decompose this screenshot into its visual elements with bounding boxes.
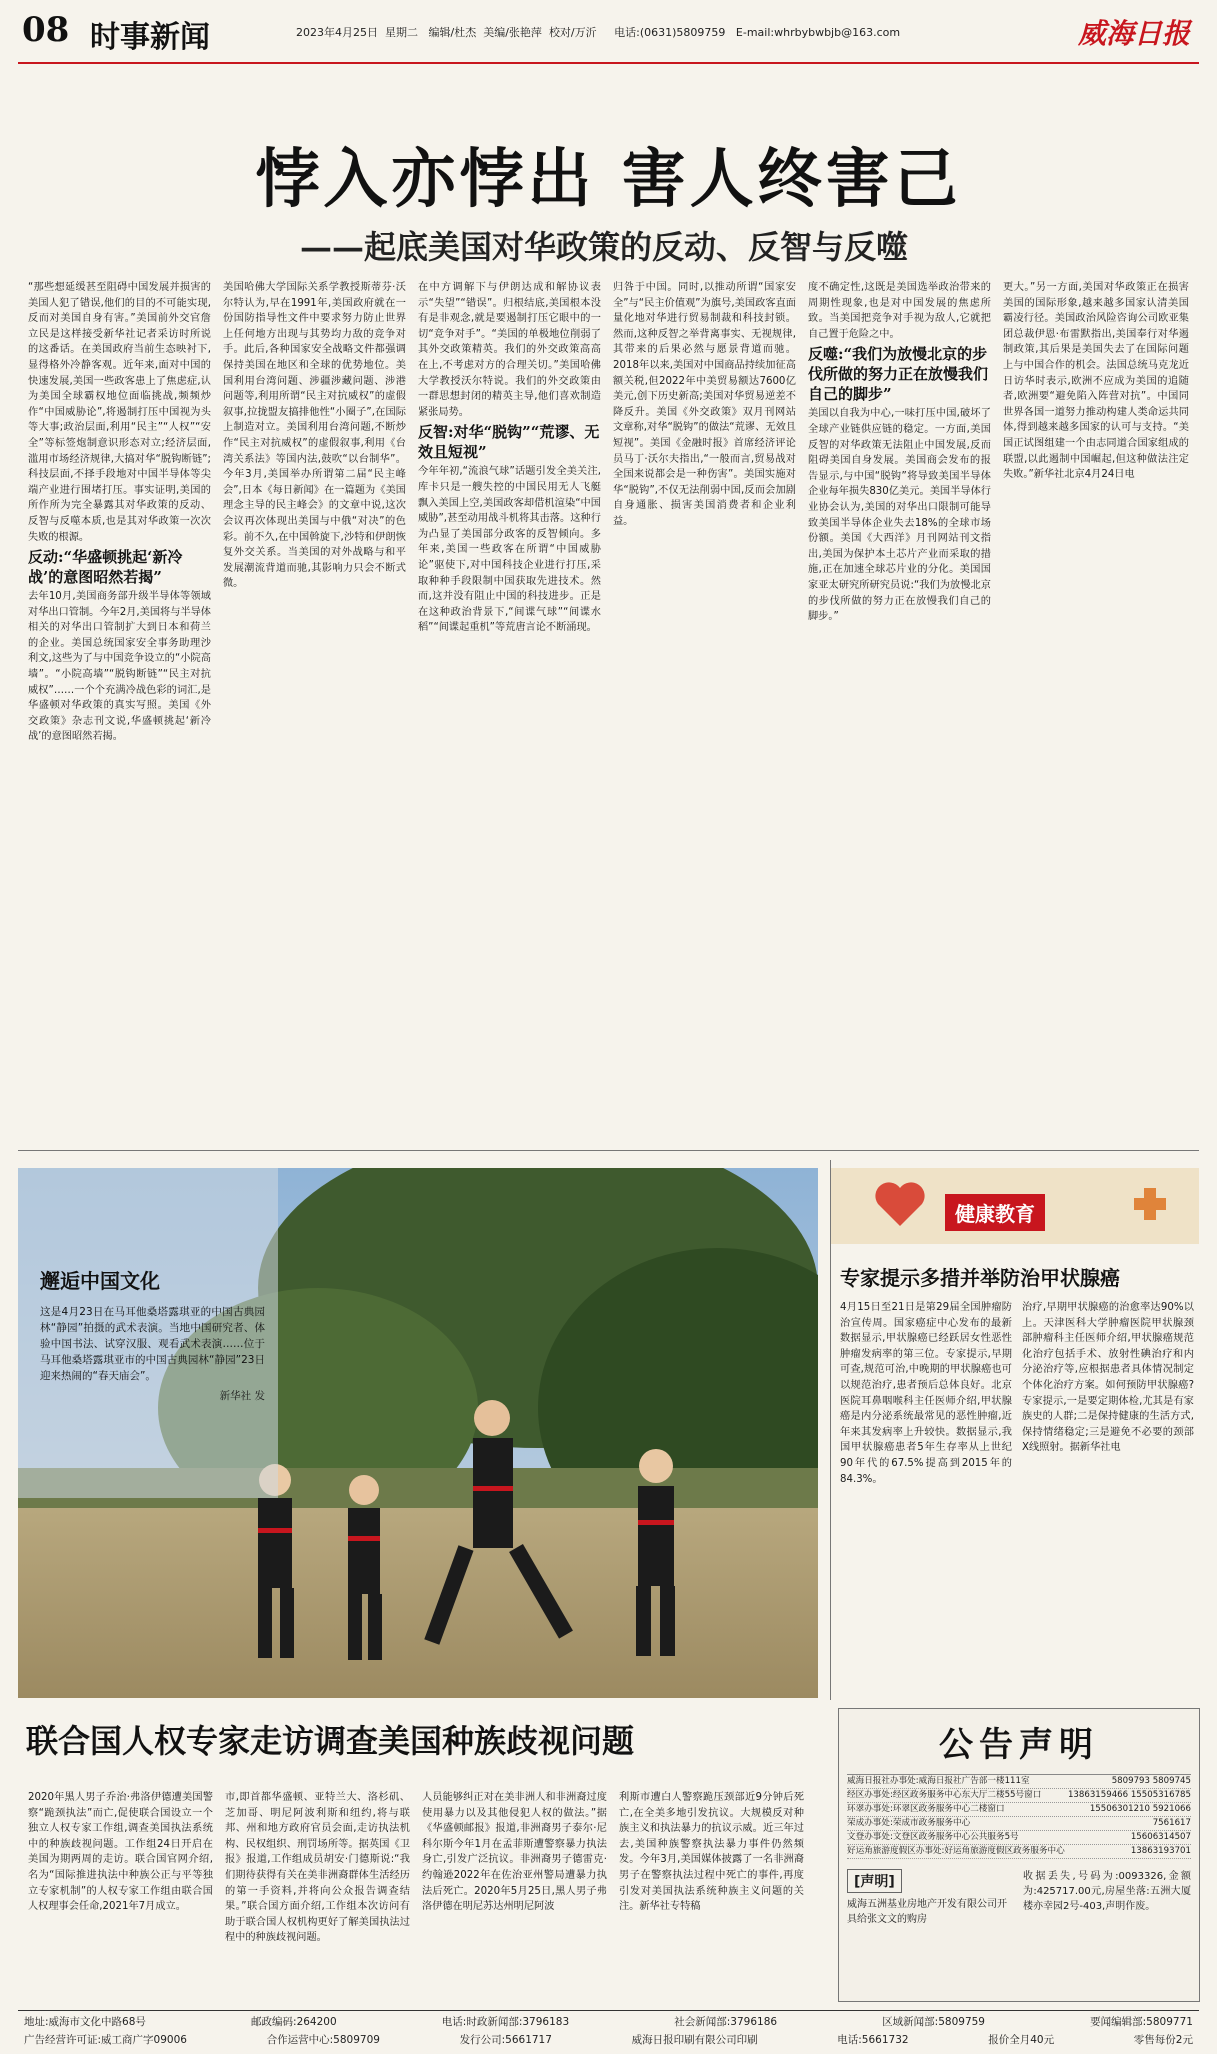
notice-row-label: 威海日报社办事处:威海日报社广告部一楼111室	[847, 1776, 1030, 1786]
notice-row-phone: 15606314507	[1130, 1832, 1191, 1842]
notice-row-phone: 7561617	[1152, 1818, 1191, 1828]
kungfu-photo	[18, 1168, 818, 1698]
un-col1-text: 2020年黑人男子乔治·弗洛伊德遭美国警察“跪颈执法”而亡,促使联合国设立一个独立人权专家工作组,调查美国执法系统中的种族歧视问题。工作组24日开启在美国为期两周的走访。联合国官网介绍,名为“国际推进执法中种族公正与平等独立专家机制”的人权专家工作组由联合国人权理事会任命,2021年7月成立。	[28, 1792, 213, 1913]
footer-phone-society: 社会新闻部:3796186	[674, 2016, 778, 2028]
notice-row-phone: 5809793 5809745	[1111, 1776, 1191, 1786]
notice-row-phone: 13863193701	[1130, 1846, 1191, 1856]
lead-col6-text: 更大。”另一方面,美国对华政策正在损害美国的国际形象,越来越多国家认清美国霸凌行径。美国政治风险咨询公司欧亚集团总裁伊恩·布雷默指出,美国奉行对华遏制政策,其后果是美国失去了在国际问题上与中国合作的机会。法国总统马克龙近日访华时表示,欧洲不应成为美国的追随者,欧洲要“避免陷入阵营对抗”。中国同世界各国一道努力推动构建人类命运共同体,得到越来越多国家的认可与支持。“美国正试图组建一个由志同道合国家组成的联盟,以此遏制中国崛起,但这种做法注定失败。”新华社北京4月24日电	[1003, 282, 1189, 481]
date: 2023年4月25日	[296, 26, 378, 39]
statement-left-text: 威海五洲基业房地产开发有限公司开具给张文文的购房	[847, 1899, 1007, 1925]
health-section-label: 健康教育	[945, 1194, 1045, 1231]
lead-col1-text: “那些想延缓甚至阻碍中国发展并损害的美国人犯了错误,他们的目的不可能实现,反而对美国自身有害。”美国前外交官詹立民是这样接受新华社记者采访时所说的这番话。在美国政府当前生态映衬下,显得格外冷静客观。近年来,面对中国的快速发展,美国一些政客患上了焦虑症,认为美国全球霸权地位面临挑战,频频炒作“中国威胁论”,将遏制打压中国视为头等大事;政治层面,利用“民主”“人权”“安全”等标签炮制意识形态对立;经济层面,滥用市场经济规律,大搞对华“脱钩断链”;科技层面,不择手段地对中国半导体等尖端产业进行围堵打压。事实证明,美国的所作所为完全暴露其对华政策的反动、反智与反噬本质,也是其对华政策一次次失败的根源。	[28, 282, 211, 543]
lead-subhead-5: 反噬:“我们为放慢北京的步伐所做的努力正在放慢我们自己的脚步”	[808, 345, 989, 404]
lead-col3-text: 在中方调解下与伊朗达成和解协议表示“失望”“错误”。归根结底,美国根本没有是非观念,就是要遏制打压它眼中的一切“竞争对手”。“美国的单极地位削弱了其外交政策精英。我们的外交政策高高在上,不考虑对方的合理关切。”美国哈佛大学教授沃尔特说。我们的外交政策由一群思想封闭的精英主导,他们喜欢制造紧张局势。	[418, 282, 601, 418]
notice-table	[847, 1774, 1191, 1859]
notice-row-phone: 15506301210 5921066	[1089, 1804, 1191, 1814]
medical-cross-icon	[1130, 1184, 1170, 1224]
health-headline: 专家提示多措并举防治甲状腺癌	[840, 1266, 1120, 1290]
lead-col4-text: 归咎于中国。同时,以推动所谓“国家安全”与“民主价值观”为旗号,美国政客直面量化地对华进行贸易制裁和科技封锁。然而,这种反智之举背离事实、无视规律,其带来的后果必然与愿景背道而驰。2018年以来,美国对中国商品持续加征高额关税,但2022年中美贸易额达7600亿美元,创下历史新高;美国对华贸易逆差不降反升。美国《外交政策》双月刊网站文章称,对华“脱钩”的做法“荒谬、无效且短视”。美国《金融时报》首席经济评论员马丁·沃尔夫指出,“一般而言,贸易战对全国来说都会是一种伤害”。美国实施对华“脱钩”,不仅无法削弱中国,反而会加剧自身通胀、损害美国消费者和企业利益。	[613, 282, 796, 527]
footer-postcode: 邮政编码:264200	[251, 2016, 337, 2028]
footer-row-2	[24, 2032, 1193, 2047]
kungfu-photo-illustration	[18, 1168, 818, 1698]
un-headline: 联合国人权专家走访调查美国种族歧视问题	[26, 1722, 635, 1760]
newspaper-logo: 威海日报	[1078, 17, 1191, 50]
art-editor: 美编/张艳萍	[483, 26, 542, 39]
footer-license: 广告经营许可证:威工商广字09006	[24, 2034, 187, 2046]
footer-phone-editorial: 要闻编辑部:5809771	[1090, 2016, 1193, 2028]
health-banner	[830, 1168, 1199, 1244]
footer-distribution: 发行公司:5661717	[459, 2034, 552, 2046]
statement-label: [声明]	[847, 1869, 902, 1893]
footer-price-monthly: 报价全月40元	[988, 2034, 1055, 2046]
health-column-2	[1022, 1300, 1194, 1698]
email: E-mail:whrbybwbjb@163.com	[735, 26, 901, 39]
lead-subhead-1: 反动:“华盛顿挑起‘新冷战’的意图昭然若揭”	[28, 548, 183, 587]
notice-row	[847, 1845, 1191, 1859]
notice-box	[838, 1708, 1200, 2002]
footer-printer-phone: 电话:5661732	[837, 2034, 909, 2046]
footer-address: 地址:威海市文化中路68号	[24, 2016, 146, 2028]
statement-right-text: 收据丢失,号码为:0093326,金额为:425717.00元,房屋坐落:五洲大厦楼亦幸园2号-403,声明作废。	[1023, 1871, 1191, 1912]
lead-subhead-3: 反智:对华“脱钩”“荒谬、无效且短视”	[418, 423, 600, 462]
lead-col5-text: 度不确定性,这既是美国选举政治带来的周期性现象,也是对中国发展的焦虑所致。当美国把竞争对手视为敌人,它就把自己置于危险之中。	[808, 282, 991, 340]
photo-credit: 新华社 发	[219, 1390, 265, 1402]
photo-title: 邂逅中国文化	[40, 1269, 160, 1293]
notice-row-label: 经区办事处:经区政务服务中心东大厅二楼55号窗口	[847, 1790, 1042, 1800]
proofreader: 校对/万沂	[548, 26, 597, 39]
lead-column-2	[223, 280, 406, 1138]
lead-col2-text: 美国哈佛大学国际关系学教授斯蒂芬·沃尔特认为,早在1991年,美国政府就在一份国防指导性文件中要求努力防止世界上任何地方出现与其势均力敌的竞争对手。此后,各种国家安全战略文件都强调保持美国在地区和全球的优势地位。美国利用台湾问题、涉疆涉藏问题、涉港问题等,利用所谓“民主对抗威权”的虚假叙事,拉拢盟友搞排他性“小圈子”,在国际上制造对立。美国利用台湾问题,不断炒作“民主对抗威权”的虚假叙事,利用《台湾关系法》等国内法,鼓吹“以台制华”。今年3月,美国举办所谓第二届“民主峰会”,日本《每日新闻》在一篇题为《美国理念主导的民主峰会》的文章中说,这次会议再次体现出美国与中俄“对决”的色彩。前不久,在中国斡旋下,沙特和伊朗恢复外交关系。当美国的对外战略与和平发展潮流背道而驰,其影响力只会不断式微。	[223, 282, 406, 590]
footer-row-1	[24, 2014, 1193, 2029]
notice-row-label: 文登办事处:文登区政务服务中心公共服务5号	[847, 1832, 1019, 1842]
health-col1-text: 4月15日至21日是第29届全国肿瘤防治宣传周。国家癌症中心发布的最新数据显示,甲状腺癌已经跃居女性恶性肿瘤发病率的第三位。专家提示,早期可查,规范可治,中晚期的甲状腺癌也可以规范治疗,患者预后总体良好。北京医院耳鼻咽喉科主任医师介绍,甲状腺癌是内分泌系统最常见的恶性肿瘤,近年来其发病率上升较快。数据显示,我国甲状腺癌患者5年生存率从上世纪90年代的67.5%提高到2015年的84.3%。	[840, 1302, 1012, 1485]
heart-hand-icon	[870, 1176, 930, 1232]
lead-column-1	[28, 280, 211, 1138]
notice-statement	[847, 1869, 1191, 1927]
lead-col3b-text: 今年年初,“流浪气球”话题引发全美关注,库卡只是一艘失控的中国民用无人飞艇飘入美国上空,美国政客却借机渲染“中国威胁”,甚至动用战斗机将其击落。这种行为凸显了美国部分政客的反智倾向。多年来,美国一些政客在所谓“中国威胁论”驱使下,对中国科技企业进行打压,采取种种手段限制中国获取先进技术。然而,这并没有阻止中国的科技进步。正是在这种政治背景下,“间谍气球”“间谍水稻”“间谍起重机”等荒唐言论不断涌现。	[418, 466, 601, 634]
notice-row	[847, 1789, 1191, 1803]
lead-col1b-text: 去年10月,美国商务部升级半导体等领域对华出口管制。今年2月,美国将与半导体相关的对华出口管制扩大到日本和荷兰的企业。美国总统国家安全事务助理沙利文,这些为了与中国竞争设立的“小院高墙”。“小院高墙”“脱钩断链”“民主对抗威权”……一个个充满冷战色彩的词汇,是华盛顿对华政策的真实写照。美国《外交政策》杂志刊文说,华盛顿挑起‘新冷战’的意图昭然若揭。	[28, 591, 211, 743]
weekday: 星期二	[385, 26, 418, 39]
photo-caption: 这是4月23日在马耳他桑塔露琪亚的中国古典园林“静园”拍摄的武术表演。当地中国研究者、体验中国书法、试穿汉服、观看武术表演……位于马耳他桑塔露琪亚市的中国古典园林“静园”23日迎来热闹的“春天庙会”。	[40, 1306, 265, 1382]
notice-row-label: 荣成办事处:荣成市政务服务中心	[847, 1818, 971, 1828]
phone: 电话:(0631)5809759	[614, 26, 726, 39]
notice-row-label: 环翠办事处:环翠区政务服务中心二楼窗口	[847, 1804, 1005, 1814]
health-col2-text: 治疗,早期甲状腺癌的治愈率达90%以上。天津医科大学肿瘤医院甲状腺颈部肿瘤科主任医师介绍,甲状腺癌规范化治疗包括手术、放射性碘治疗和内分泌治疗等,应根据患者具体情况制定个体化治疗方案。如何预防甲状腺癌?专家提示,一是要定期体检,尤其是有家族史的人群;二是保持健康的生活方式,保持情绪稳定;三是避免不必要的颈部X线照射。据新华社电	[1022, 1302, 1194, 1454]
lead-column-5	[808, 280, 991, 1138]
photo-caption-box	[40, 1265, 265, 1404]
footer-price-retail: 零售每份2元	[1133, 2034, 1193, 2046]
notice-row	[847, 1817, 1191, 1831]
lead-column-4	[613, 280, 796, 1138]
lead-column-6	[1003, 280, 1189, 1138]
notice-row-label: 好运角旅游度假区办事处:好运角旅游度假区政务服务中心	[847, 1846, 1065, 1856]
notice-title: 公告声明	[939, 1725, 1099, 1765]
lead-column-3	[418, 280, 601, 1138]
lead-subhead: ——起底美国对华政策的反动、反智与反噬	[300, 228, 909, 266]
editor: 编辑/杜杰	[428, 26, 477, 39]
un-col3-text: 人员能够纠正对在美非洲人和非洲裔过度使用暴力以及其他侵犯人权的做法。”据《华盛顿邮报》报道,非洲裔男子泰尔·尼科尔斯今年1月在孟菲斯遭警察暴力执法身亡,引发广泛抗议。非洲裔男子德雷克·约翰逊2022年在佐治亚州警局遭暴力执法后死亡。2020年5月25日,黑人男子弗洛伊德在明尼苏达州明尼阿波	[422, 1792, 607, 1913]
un-column-4	[619, 1790, 804, 1998]
notice-row	[847, 1803, 1191, 1817]
footer-printer: 威海日报印刷有限公司印刷	[631, 2034, 758, 2046]
un-col2-text: 市,即首都华盛顿、亚特兰大、洛杉矶、芝加哥、明尼阿波利斯和纽约,将与联邦、州和地方政府官员会面,走访执法机构、民权组织、刑罚场所等。据英国《卫报》报道,工作组成员胡安·门德斯说:“我们期待获得有关在美非洲裔群体生活经历的第一手资料,并将向公众报告调查结果。”联合国方面介绍,工作组本次访问有助于联合国人权机构更好了解美国执法过程中的种族歧视问题。	[225, 1792, 410, 1944]
lead-headline: 悖入亦悖出 害人终害己	[255, 142, 962, 217]
header-meta	[296, 24, 900, 40]
notice-row-phone: 13863159466 15505316785	[1067, 1790, 1191, 1800]
un-column-1	[28, 1790, 213, 1998]
page-number: 08	[22, 10, 70, 50]
footer-phone-region: 区域新闻部:5809759	[882, 2016, 985, 2028]
footer-ops-center: 合作运营中心:5809709	[266, 2034, 380, 2046]
health-column-1	[840, 1300, 1012, 1698]
lead-col5b-text: 美国以自我为中心,一味打压中国,破坏了全球产业链供应链的稳定。一方面,美国反智的对华政策无法阻止中国发展,反而阻碍美国自身发展。美国商会发布的报告显示,与中国“脱钩”将导致美国半导体企业每年损失830亿美元。美国半导体行业协会认为,美国的对华出口限制可能导致美国半导体企业失去18%的全球市场份额。美国《大西洋》月刊网站刊文指出,美国为保护本土芯片产业而采取的措施,正在加速全球芯片业的分化。美国国家亚太研究所研究员说:“我们为放慢北京的步伐所做的努力正在放慢我们自己的脚步。”	[808, 408, 991, 623]
notice-row	[847, 1775, 1191, 1789]
notice-row	[847, 1831, 1191, 1845]
un-col4-text: 利斯市遭白人警察跪压颈部近9分钟后死亡,在全美多地引发抗议。大规模反对种族主义和执法暴力的抗议示威。近三年过去,美国种族警察执法暴力事件仍然频发。今年3月,美国媒体披露了一名非洲裔男子在警察执法过程中死亡的事件,再度引发对美国执法系统种族主义问题的关注。新华社专特稿	[619, 1792, 804, 1913]
footer-phone-politics: 电话:时政新闻部:3796183	[441, 2016, 570, 2028]
section-title: 时事新闻	[90, 20, 210, 55]
un-column-3	[422, 1790, 607, 1998]
un-column-2	[225, 1790, 410, 1998]
